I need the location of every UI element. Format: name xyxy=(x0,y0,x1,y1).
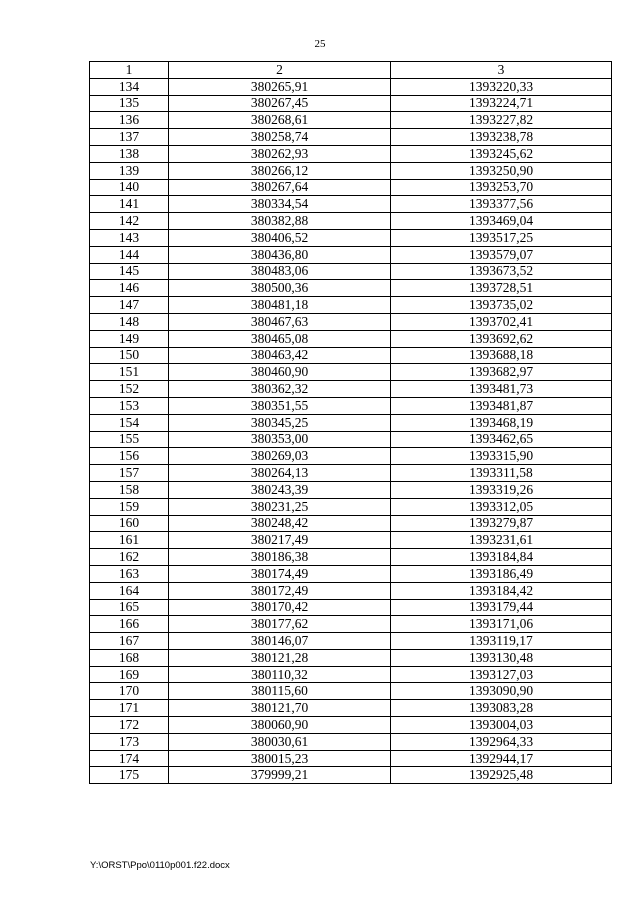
table-row xyxy=(90,145,612,162)
y-coordinate-cell: 1393692,62 xyxy=(391,330,612,347)
point-number-cell: 164 xyxy=(90,582,169,599)
point-number-cell: 139 xyxy=(90,162,169,179)
y-coordinate-cell: 1393238,78 xyxy=(391,129,612,146)
y-coordinate-cell: 1393311,58 xyxy=(391,465,612,482)
x-coordinate-cell: 380115,60 xyxy=(169,683,391,700)
x-coordinate-cell: 380481,18 xyxy=(169,297,391,314)
y-coordinate-cell: 1393245,62 xyxy=(391,145,612,162)
x-coordinate-cell: 380174,49 xyxy=(169,565,391,582)
y-coordinate-cell: 1393702,41 xyxy=(391,313,612,330)
table-row xyxy=(90,633,612,650)
table-header-row xyxy=(90,62,612,79)
x-coordinate-cell: 380243,39 xyxy=(169,481,391,498)
x-coordinate-cell: 380186,38 xyxy=(169,549,391,566)
y-coordinate-cell: 1393184,84 xyxy=(391,549,612,566)
table-row xyxy=(90,616,612,633)
table-row xyxy=(90,364,612,381)
table-row xyxy=(90,649,612,666)
table-row xyxy=(90,599,612,616)
y-coordinate-cell: 1393377,56 xyxy=(391,196,612,213)
y-coordinate-cell: 1393688,18 xyxy=(391,347,612,364)
x-coordinate-cell: 380465,08 xyxy=(169,330,391,347)
y-coordinate-cell: 1393462,65 xyxy=(391,431,612,448)
y-coordinate-cell: 1393250,90 xyxy=(391,162,612,179)
point-number-cell: 155 xyxy=(90,431,169,448)
coordinates-table xyxy=(89,61,612,784)
table-body xyxy=(90,78,612,783)
y-coordinate-cell: 1393119,17 xyxy=(391,633,612,650)
x-coordinate-cell: 380406,52 xyxy=(169,229,391,246)
point-number-cell: 146 xyxy=(90,280,169,297)
x-coordinate-cell: 380382,88 xyxy=(169,213,391,230)
x-coordinate-cell: 380362,32 xyxy=(169,381,391,398)
point-number-cell: 168 xyxy=(90,649,169,666)
y-coordinate-cell: 1393469,04 xyxy=(391,213,612,230)
y-coordinate-cell: 1392925,48 xyxy=(391,767,612,784)
table-row xyxy=(90,95,612,112)
y-coordinate-cell: 1393186,49 xyxy=(391,565,612,582)
x-coordinate-cell: 380177,62 xyxy=(169,616,391,633)
table-row xyxy=(90,448,612,465)
x-coordinate-cell: 380500,36 xyxy=(169,280,391,297)
point-number-cell: 151 xyxy=(90,364,169,381)
table-row xyxy=(90,313,612,330)
point-number-cell: 160 xyxy=(90,515,169,532)
table-row xyxy=(90,565,612,582)
y-coordinate-cell: 1393579,07 xyxy=(391,246,612,263)
table-row xyxy=(90,549,612,566)
point-number-cell: 171 xyxy=(90,700,169,717)
point-number-cell: 137 xyxy=(90,129,169,146)
point-number-cell: 162 xyxy=(90,549,169,566)
point-number-cell: 161 xyxy=(90,532,169,549)
y-coordinate-cell: 1393312,05 xyxy=(391,498,612,515)
x-coordinate-cell: 379999,21 xyxy=(169,767,391,784)
point-number-cell: 141 xyxy=(90,196,169,213)
table-row xyxy=(90,515,612,532)
x-coordinate-cell: 380231,25 xyxy=(169,498,391,515)
x-coordinate-cell: 380265,91 xyxy=(169,78,391,95)
x-coordinate-cell: 380266,12 xyxy=(169,162,391,179)
coordinates-table-container xyxy=(89,61,611,784)
y-coordinate-cell: 1393224,71 xyxy=(391,95,612,112)
page-number: 25 xyxy=(314,38,326,50)
column-header-y: 3 xyxy=(391,62,612,79)
table-row xyxy=(90,381,612,398)
y-coordinate-cell: 1393253,70 xyxy=(391,179,612,196)
table-row xyxy=(90,196,612,213)
table-row xyxy=(90,717,612,734)
point-number-cell: 138 xyxy=(90,145,169,162)
point-number-cell: 174 xyxy=(90,750,169,767)
y-coordinate-cell: 1393481,73 xyxy=(391,381,612,398)
y-coordinate-cell: 1393319,26 xyxy=(391,481,612,498)
point-number-cell: 152 xyxy=(90,381,169,398)
y-coordinate-cell: 1393315,90 xyxy=(391,448,612,465)
table-row xyxy=(90,700,612,717)
point-number-cell: 163 xyxy=(90,565,169,582)
table-row xyxy=(90,229,612,246)
table-row xyxy=(90,397,612,414)
point-number-cell: 175 xyxy=(90,767,169,784)
point-number-cell: 145 xyxy=(90,263,169,280)
y-coordinate-cell: 1393184,42 xyxy=(391,582,612,599)
x-coordinate-cell: 380060,90 xyxy=(169,717,391,734)
table-row xyxy=(90,465,612,482)
y-coordinate-cell: 1393481,87 xyxy=(391,397,612,414)
y-coordinate-cell: 1393083,28 xyxy=(391,700,612,717)
x-coordinate-cell: 380172,49 xyxy=(169,582,391,599)
y-coordinate-cell: 1393682,97 xyxy=(391,364,612,381)
point-number-cell: 169 xyxy=(90,666,169,683)
x-coordinate-cell: 380121,70 xyxy=(169,700,391,717)
y-coordinate-cell: 1393004,03 xyxy=(391,717,612,734)
x-coordinate-cell: 380267,45 xyxy=(169,95,391,112)
x-coordinate-cell: 380345,25 xyxy=(169,414,391,431)
column-header-x: 2 xyxy=(169,62,391,79)
y-coordinate-cell: 1393728,51 xyxy=(391,280,612,297)
y-coordinate-cell: 1393517,25 xyxy=(391,229,612,246)
table-row xyxy=(90,414,612,431)
y-coordinate-cell: 1393130,48 xyxy=(391,649,612,666)
x-coordinate-cell: 380170,42 xyxy=(169,599,391,616)
table-row xyxy=(90,280,612,297)
y-coordinate-cell: 1393735,02 xyxy=(391,297,612,314)
point-number-cell: 159 xyxy=(90,498,169,515)
x-coordinate-cell: 380467,63 xyxy=(169,313,391,330)
table-row xyxy=(90,112,612,129)
table-row xyxy=(90,263,612,280)
point-number-cell: 134 xyxy=(90,78,169,95)
y-coordinate-cell: 1393468,19 xyxy=(391,414,612,431)
x-coordinate-cell: 380262,93 xyxy=(169,145,391,162)
point-number-cell: 148 xyxy=(90,313,169,330)
column-header-point: 1 xyxy=(90,62,169,79)
y-coordinate-cell: 1393090,90 xyxy=(391,683,612,700)
y-coordinate-cell: 1392944,17 xyxy=(391,750,612,767)
point-number-cell: 172 xyxy=(90,717,169,734)
table-row xyxy=(90,297,612,314)
point-number-cell: 143 xyxy=(90,229,169,246)
x-coordinate-cell: 380030,61 xyxy=(169,733,391,750)
x-coordinate-cell: 380269,03 xyxy=(169,448,391,465)
point-number-cell: 165 xyxy=(90,599,169,616)
x-coordinate-cell: 380146,07 xyxy=(169,633,391,650)
table-row xyxy=(90,179,612,196)
point-number-cell: 156 xyxy=(90,448,169,465)
y-coordinate-cell: 1393220,33 xyxy=(391,78,612,95)
table-row xyxy=(90,733,612,750)
y-coordinate-cell: 1393127,03 xyxy=(391,666,612,683)
x-coordinate-cell: 380110,32 xyxy=(169,666,391,683)
y-coordinate-cell: 1393227,82 xyxy=(391,112,612,129)
table-row xyxy=(90,666,612,683)
x-coordinate-cell: 380268,61 xyxy=(169,112,391,129)
table-row xyxy=(90,750,612,767)
point-number-cell: 136 xyxy=(90,112,169,129)
table-row xyxy=(90,162,612,179)
point-number-cell: 154 xyxy=(90,414,169,431)
x-coordinate-cell: 380460,90 xyxy=(169,364,391,381)
y-coordinate-cell: 1393279,87 xyxy=(391,515,612,532)
y-coordinate-cell: 1393673,52 xyxy=(391,263,612,280)
point-number-cell: 144 xyxy=(90,246,169,263)
x-coordinate-cell: 380258,74 xyxy=(169,129,391,146)
point-number-cell: 166 xyxy=(90,616,169,633)
point-number-cell: 142 xyxy=(90,213,169,230)
x-coordinate-cell: 380483,06 xyxy=(169,263,391,280)
point-number-cell: 150 xyxy=(90,347,169,364)
table-row xyxy=(90,582,612,599)
point-number-cell: 135 xyxy=(90,95,169,112)
x-coordinate-cell: 380248,42 xyxy=(169,515,391,532)
point-number-cell: 170 xyxy=(90,683,169,700)
point-number-cell: 173 xyxy=(90,733,169,750)
table-row xyxy=(90,347,612,364)
point-number-cell: 140 xyxy=(90,179,169,196)
table-row xyxy=(90,246,612,263)
table-row xyxy=(90,481,612,498)
point-number-cell: 149 xyxy=(90,330,169,347)
x-coordinate-cell: 380015,23 xyxy=(169,750,391,767)
table-row xyxy=(90,498,612,515)
x-coordinate-cell: 380351,55 xyxy=(169,397,391,414)
table-row xyxy=(90,767,612,784)
table-row xyxy=(90,330,612,347)
table-row xyxy=(90,129,612,146)
table-row xyxy=(90,213,612,230)
table-row xyxy=(90,78,612,95)
x-coordinate-cell: 380217,49 xyxy=(169,532,391,549)
table-row xyxy=(90,683,612,700)
x-coordinate-cell: 380463,42 xyxy=(169,347,391,364)
point-number-cell: 158 xyxy=(90,481,169,498)
x-coordinate-cell: 380121,28 xyxy=(169,649,391,666)
y-coordinate-cell: 1393231,61 xyxy=(391,532,612,549)
x-coordinate-cell: 380436,80 xyxy=(169,246,391,263)
file-path-footer: Y:\ORST\Ppo\0110p001.f22.docx xyxy=(90,860,230,871)
x-coordinate-cell: 380334,54 xyxy=(169,196,391,213)
table-row xyxy=(90,532,612,549)
y-coordinate-cell: 1392964,33 xyxy=(391,733,612,750)
x-coordinate-cell: 380267,64 xyxy=(169,179,391,196)
y-coordinate-cell: 1393179,44 xyxy=(391,599,612,616)
point-number-cell: 157 xyxy=(90,465,169,482)
y-coordinate-cell: 1393171,06 xyxy=(391,616,612,633)
point-number-cell: 153 xyxy=(90,397,169,414)
point-number-cell: 167 xyxy=(90,633,169,650)
x-coordinate-cell: 380264,13 xyxy=(169,465,391,482)
table-row xyxy=(90,431,612,448)
point-number-cell: 147 xyxy=(90,297,169,314)
x-coordinate-cell: 380353,00 xyxy=(169,431,391,448)
